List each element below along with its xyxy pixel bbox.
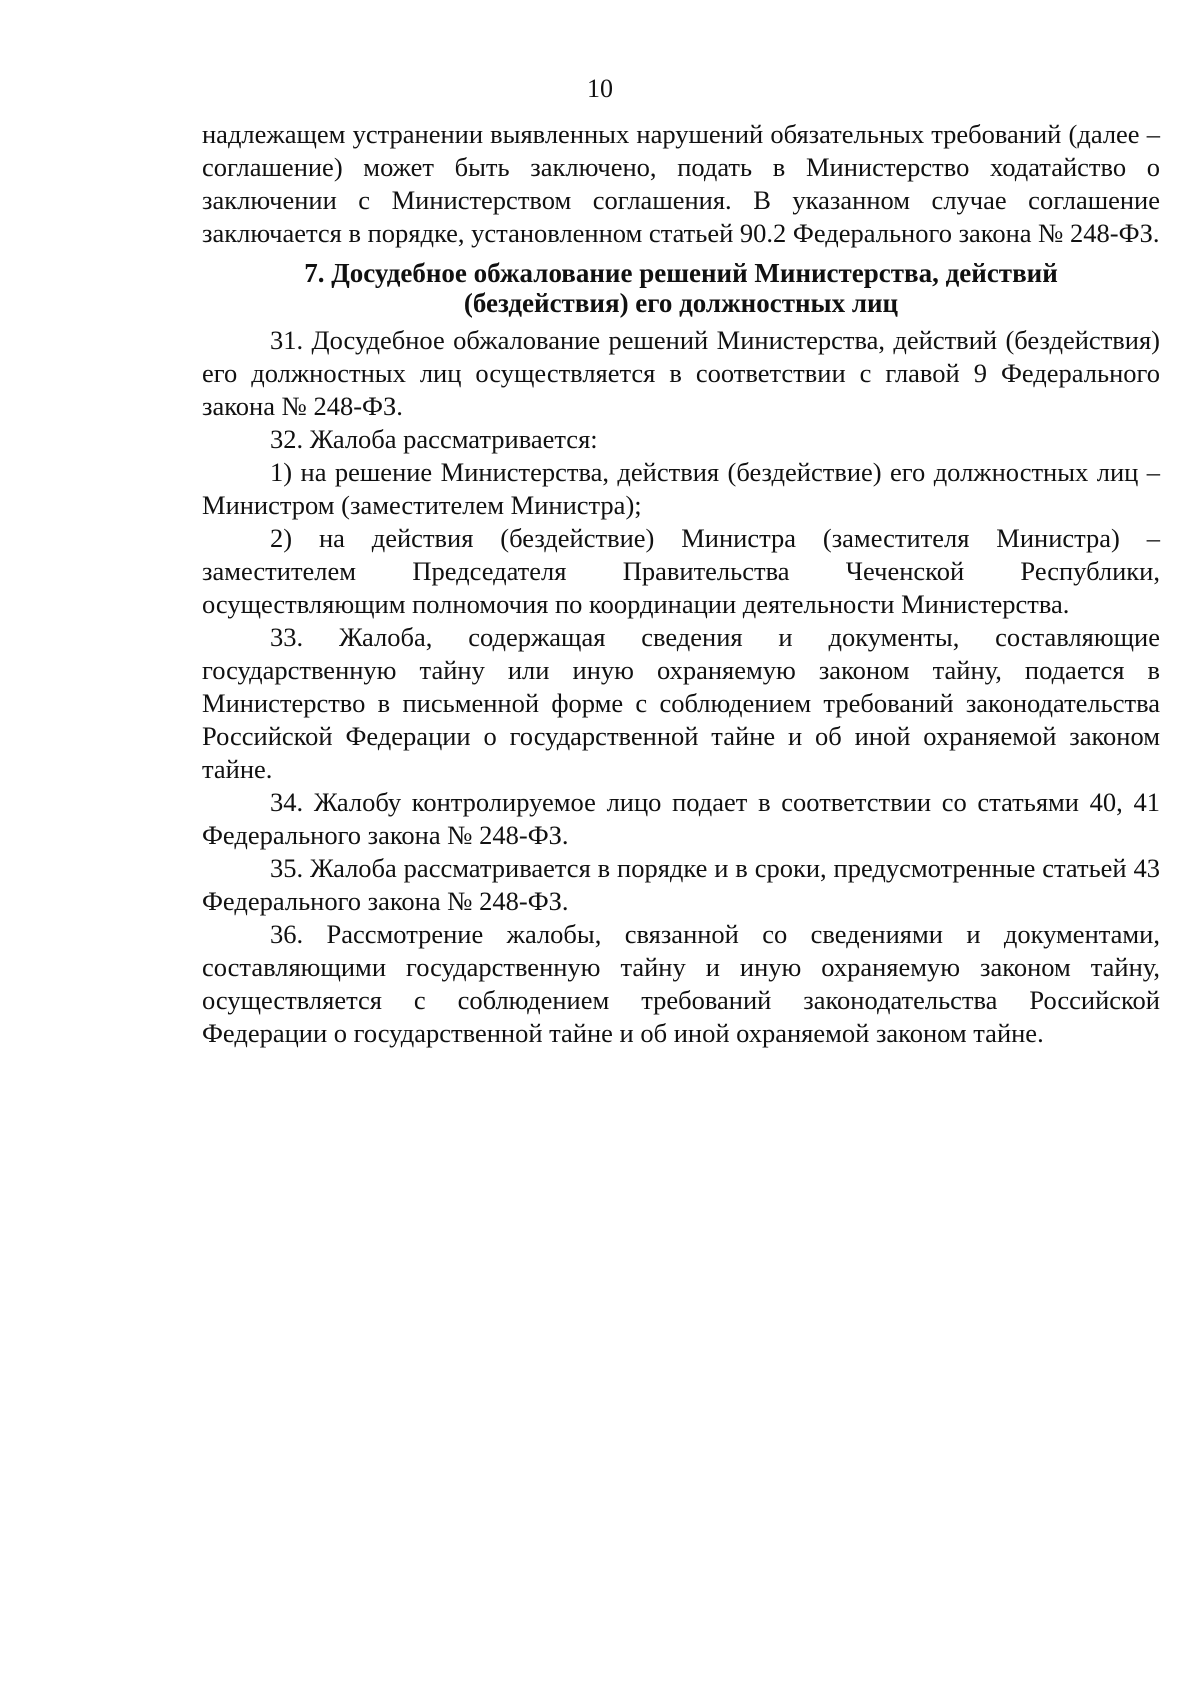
document-body (202, 118, 1160, 1050)
paragraph-35: 35. Жалоба рассматривается в порядке и в сроки, предусмотренные статьей 43 Федерального закона № 248-ФЗ. (202, 853, 1160, 916)
paragraph-33: 33. Жалоба, содержащая сведения и документы, составляющие государственную тайну или иную охраняемую законом тайну, подается в Министерство в письменной форме с соблюдением требований законодательства Российской Федерации о государственной тайне и об иной охраняемой законом тайне. (202, 622, 1160, 784)
page-number: 10 (587, 74, 613, 103)
section-heading-line-2: (бездействия) его должностных лиц (463, 288, 899, 318)
section-heading (202, 258, 1160, 318)
paragraph-36: 36. Рассмотрение жалобы, связанной со сведениями и документами, составляющими государственную тайну и иную охраняемую законом тайну, осуществляется с соблюдением требований законодательства Российской Федерации о государственной тайне и об иной охраняемой законом тайне. (202, 919, 1160, 1048)
paragraph-32: 32. Жалоба рассматривается: (270, 424, 598, 454)
paragraph-continuation: надлежащем устранении выявленных нарушений обязательных требований (далее – соглашение) может быть заключено, подать в Министерство ходатайство о заключении с Министерством соглашения. В указанном случае соглашение заключается в порядке, установленном статьей 90.2 Федерального закона № 248-ФЗ. (202, 119, 1160, 248)
paragraph-32-item-2: 2) на действия (бездействие) Министра (заместителя Министра) – заместителем Председателя Правительства Чеченской Республики, осуществляющим полномочия по координации деятельности Министерства. (202, 523, 1160, 619)
section-heading-line-1: 7. Досудебное обжалование решений Министерства, действий (304, 258, 1058, 288)
paragraph-31: 31. Досудебное обжалование решений Министерства, действий (бездействия) его должностных лиц осуществляется в соответствии с главой 9 Федерального закона № 248-ФЗ. (202, 325, 1160, 421)
paragraph-32-item-1: 1) на решение Министерства, действия (бездействие) его должностных лиц – Министром (заместителем Министра); (202, 457, 1160, 520)
paragraph-34: 34. Жалобу контролируемое лицо подает в соответствии со статьями 40, 41 Федерального закона № 248-ФЗ. (202, 787, 1160, 850)
